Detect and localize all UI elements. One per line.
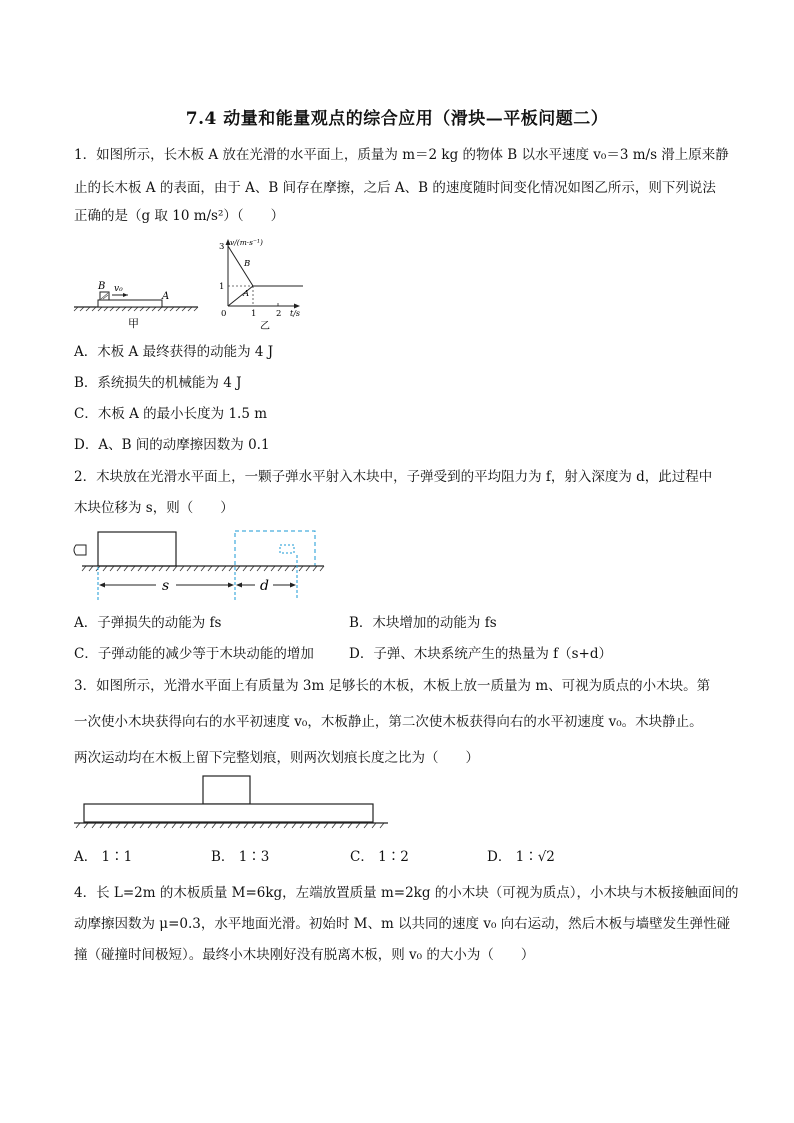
- q1-option-d: D．A、B 间的动摩擦因数为 0.1: [74, 437, 270, 453]
- label-d: d: [260, 578, 269, 594]
- ground-hatching: [76, 823, 384, 828]
- label-v0: v₀: [114, 284, 123, 294]
- ground-hatching: [82, 566, 324, 571]
- series-line-a: [228, 286, 303, 306]
- x-tick-1: 1: [251, 309, 257, 319]
- q3-option-d: D． 1∶√2: [487, 849, 555, 865]
- q1-option-a: A．木板 A 最终获得的动能为 4 J: [74, 344, 274, 360]
- x-tick-2: 2: [276, 309, 282, 319]
- q3-option-c: C． 1∶2: [350, 849, 409, 865]
- x-axis-label: t/s: [290, 309, 301, 318]
- q1-line-3: 正确的是（g 取 10 m/s²）（ ）: [74, 208, 285, 224]
- q3-option-b: B． 1∶3: [211, 849, 270, 865]
- embedded-bullet: [280, 545, 294, 553]
- bullet-shape: [74, 545, 86, 555]
- label-s: s: [162, 578, 170, 594]
- q1-line-2: 止的长木板 A 的表面，由于 A、B 间存在摩擦，之后 A、B 的速度随时间变化情况如图乙所示，则下列说法: [74, 180, 716, 196]
- y-axis-label: v/(m·s⁻¹): [230, 238, 263, 247]
- label-a: A: [162, 291, 170, 302]
- q3-line-1: 3．如图所示，光滑水平面上有质量为 3m 足够长的木板，木板上放一质量为 m、可视为质点的小木块。第: [74, 678, 711, 694]
- q1-figure-jia: [72, 275, 202, 331]
- q4-line-2: 动摩擦因数为 μ=0.3，水平地面光滑。初始时 M、m 以共同的速度 v₀ 向右运动，然后木板与墙壁发生弹性碰: [74, 916, 731, 932]
- q2-figure: [72, 527, 330, 603]
- q2-option-b: B．木块增加的动能为 fs: [349, 615, 497, 631]
- series-label-a: A: [243, 289, 250, 299]
- ground-hatching: [74, 307, 198, 311]
- q2-line-2: 木块位移为 s，则（ ）: [74, 500, 234, 516]
- q1-option-b: B．系统损失的机械能为 4 J: [74, 375, 242, 391]
- q2-line-1: 2．木块放在光滑水平面上，一颗子弹水平射入木块中，子弹受到的平均阻力为 f，射入深度为 d，此过程中: [74, 469, 713, 485]
- q4-line-1: 4．长 L=2m 的木板质量 M=6kg，左端放置质量 m=2kg 的小木块（可视为质点），小木块与木板接触面间的: [74, 885, 739, 901]
- board-a: [98, 300, 162, 307]
- long-board: [84, 804, 373, 822]
- q3-figure: [72, 773, 392, 831]
- small-block: [203, 776, 250, 804]
- q3-option-a: A． 1∶1: [74, 849, 133, 865]
- caption-jia: 甲: [128, 317, 139, 330]
- q2-option-a: A．子弹损失的动能为 fs: [74, 615, 222, 631]
- q4-line-3: 撞（碰撞时间极短）。最终小木块刚好没有脱离木板，则 v₀ 的大小为（ ）: [74, 947, 535, 963]
- wood-block-initial: [98, 532, 176, 566]
- q1-line-1: 1．如图所示，长木板 A 放在光滑的水平面上，质量为 m＝2 kg 的物体 B 以水平速度 v₀＝3 m/s 滑上原来静: [74, 147, 729, 163]
- label-b: B: [98, 281, 106, 292]
- x-tick-0: 0: [221, 309, 227, 319]
- q2-option-c: C．子弹动能的减少等于木块动能的增加: [74, 646, 314, 662]
- page-title: 7.4 动量和能量观点的综合应用（滑块—平板问题二）: [185, 109, 609, 129]
- q3-line-3: 两次运动均在木板上留下完整划痕，则两次划痕长度之比为（ ）: [74, 750, 479, 766]
- caption-yi: 乙: [260, 321, 270, 332]
- q1-vt-chart: [212, 236, 312, 332]
- wood-block-final: [235, 531, 315, 566]
- q2-option-d: D．子弹、木块系统产生的热量为 f（s+d）: [349, 646, 612, 662]
- q3-line-2: 一次使小木块获得向右的水平初速度 v₀，木板静止，第二次使木板获得向右的水平初速度 v₀。木块静止。: [74, 714, 703, 730]
- y-tick-3: 3: [219, 242, 225, 252]
- q1-option-c: C．木板 A 的最小长度为 1.5 m: [74, 406, 268, 422]
- y-tick-1: 1: [219, 282, 225, 292]
- series-line-b: [228, 246, 303, 286]
- series-label-b: B: [244, 259, 251, 269]
